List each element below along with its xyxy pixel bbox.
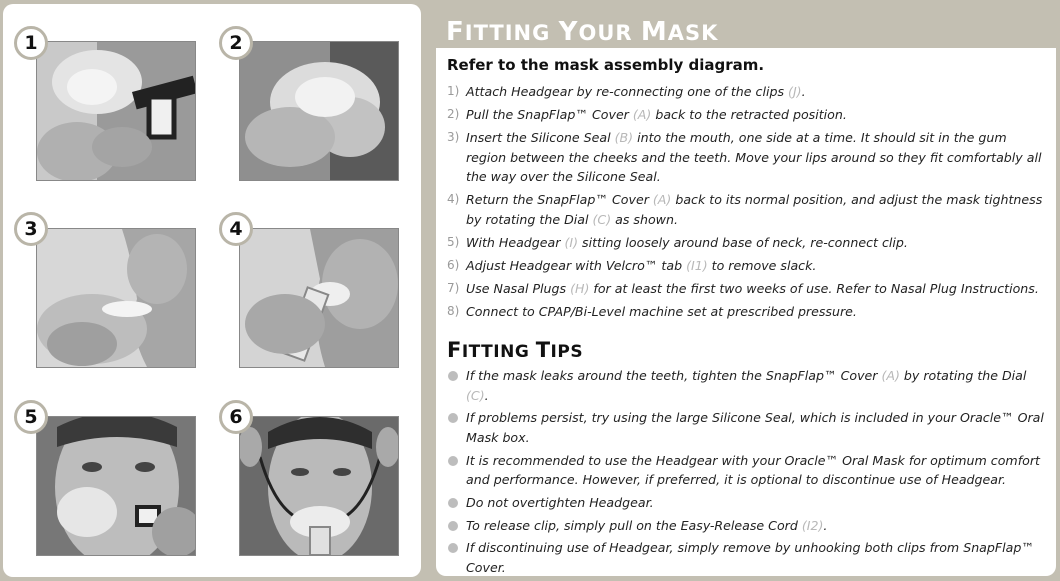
photo-panel <box>3 4 421 577</box>
step-number-badge: 3 <box>14 212 48 246</box>
step-text: . <box>801 84 806 99</box>
step-text: to remove slack. <box>707 257 817 273</box>
tip-item <box>447 451 1047 490</box>
tips-heading: FITTING TIPS <box>447 338 584 362</box>
step-number: 2) <box>447 107 460 122</box>
tip-text: . <box>484 387 489 403</box>
step-text: back to the retracted position. <box>651 107 847 123</box>
step-number-badge: 4 <box>219 212 253 246</box>
step-text: sitting loosely around base of neck, re-connect clip. <box>578 234 908 250</box>
tip-text: . <box>823 517 828 533</box>
instructions-card <box>436 48 1056 576</box>
step-item <box>447 82 1047 102</box>
bullet-icon <box>448 498 458 508</box>
part-reference: (A) <box>632 107 652 123</box>
bullet-icon <box>448 371 458 381</box>
photo-step-1 <box>36 41 196 181</box>
instructions-panel <box>436 4 1056 576</box>
tip-text: To release clip, simply pull on the Easy-Release Cord <box>466 517 802 533</box>
part-reference: (A) <box>652 192 672 208</box>
step-number: 4) <box>447 192 460 207</box>
step-text: Return the SnapFlap™ Cover <box>466 192 653 208</box>
step-number-badge: 2 <box>219 26 253 60</box>
step-text: Pull the SnapFlap™ Cover <box>466 107 633 123</box>
bullet-icon <box>448 543 458 553</box>
step-number: 7) <box>447 281 460 296</box>
step-text: as shown. <box>611 211 678 227</box>
tip-text: If problems persist, try using the large Silicone Seal, which is included in your Oracle™ Oral Mask box. <box>466 410 1044 445</box>
step-item <box>447 279 1047 299</box>
step-text: Insert the Silicone Seal <box>466 130 615 146</box>
part-reference: (C) <box>466 387 485 403</box>
part-reference: (A) <box>881 368 900 383</box>
section-subheading: Refer to the mask assembly diagram. <box>447 56 765 74</box>
step-number-badge: 6 <box>219 400 253 434</box>
part-reference: (I) <box>564 234 578 250</box>
photo-step-5 <box>36 416 196 556</box>
step-number-badge: 1 <box>14 26 48 60</box>
part-reference: (I2) <box>801 517 824 533</box>
part-reference: (J) <box>788 84 802 99</box>
bullet-icon <box>448 413 458 423</box>
step-text: into the mouth, one side at a time. It should sit in the gum region between the cheeks and the teeth. Move your lips around so they fit comfortably all the way over the Silicone Seal. <box>466 130 1042 185</box>
step-text: Adjust Headgear with Velcro™ tab <box>466 257 687 273</box>
step-text: Connect to CPAP/Bi-Level machine set at prescribed pressure. <box>466 304 857 320</box>
part-reference: (H) <box>570 281 590 297</box>
step-number: 1) <box>447 84 460 98</box>
bullet-icon <box>448 521 458 531</box>
bullet-icon <box>448 456 458 466</box>
steps-list <box>447 82 1047 325</box>
photo-step-6 <box>239 416 399 556</box>
step-text: for at least the first two weeks of use. Refer to Nasal Plug Instructions. <box>589 281 1039 297</box>
tip-text: If discontinuing use of Headgear, simply remove by unhooking both clips from SnapFlap™ Cover. <box>466 540 1034 575</box>
step-item <box>447 190 1047 229</box>
step-item <box>447 233 1047 253</box>
step-text: back to its normal position, and adjust the mask tightness by rotating the Dial <box>466 192 1043 227</box>
step-item <box>447 302 1047 322</box>
step-number: 6) <box>447 257 460 272</box>
tip-item <box>447 516 1047 536</box>
tip-item <box>447 366 1047 405</box>
step-item <box>447 128 1047 187</box>
step-text: With Headgear <box>466 234 565 250</box>
tip-item <box>447 493 1047 513</box>
tip-item <box>447 538 1047 577</box>
step-item <box>447 105 1047 125</box>
part-reference: (C) <box>592 211 612 227</box>
part-reference: (B) <box>614 130 634 146</box>
step-text: Attach Headgear by re-connecting one of the clips <box>466 84 789 99</box>
step-item <box>447 256 1047 276</box>
photo-step-2 <box>239 41 399 181</box>
photo-step-3 <box>36 228 196 368</box>
part-reference: (I1) <box>686 257 708 273</box>
photo-step-4 <box>239 228 399 368</box>
step-text: Use Nasal Plugs <box>466 281 571 297</box>
step-number: 5) <box>447 234 460 249</box>
step-number-badge: 5 <box>14 400 48 434</box>
tip-text: Do not overtighten Headgear. <box>466 494 654 510</box>
tip-text: by rotating the Dial <box>899 368 1027 383</box>
tips-list <box>447 366 1047 581</box>
page-title: FITTING YOUR MASK <box>446 17 719 47</box>
tip-text: If the mask leaks around the teeth, tighten the SnapFlap™ Cover <box>466 368 882 383</box>
step-number: 3) <box>447 130 460 145</box>
step-number: 8) <box>447 304 460 319</box>
tip-item <box>447 408 1047 447</box>
tip-text: It is recommended to use the Headgear with your Oracle™ Oral Mask for optimum comfort and performance. However, if preferred, it is optional to discontinue use of Headgear. <box>466 452 1040 488</box>
